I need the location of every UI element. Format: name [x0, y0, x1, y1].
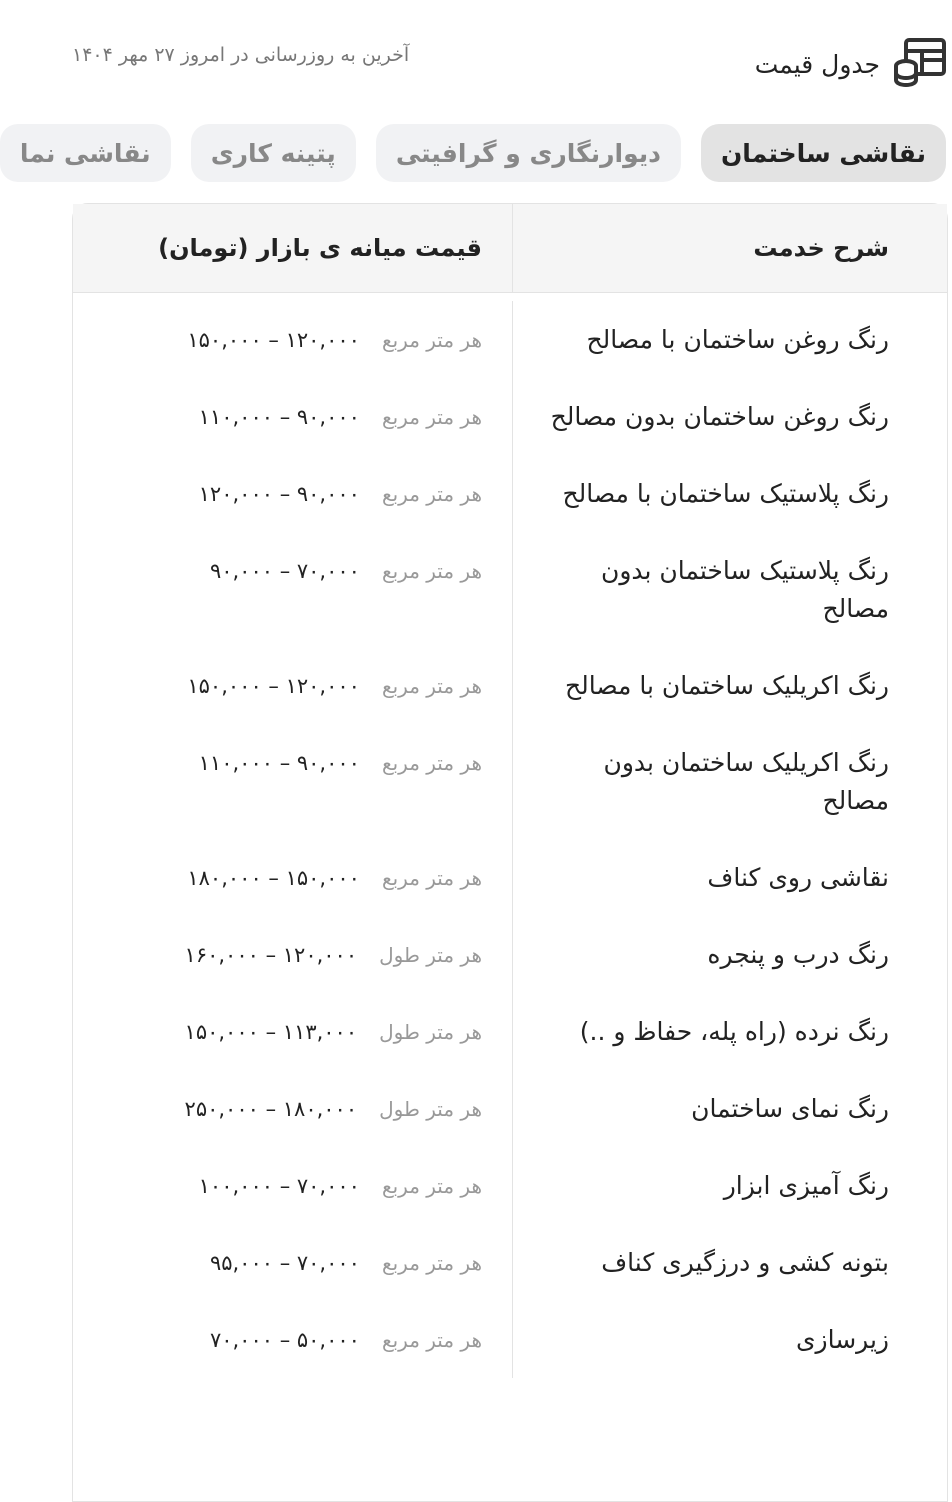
table-row	[73, 724, 947, 839]
price-range: ۷۰,۰۰۰ – ۹۵,۰۰۰	[209, 1251, 360, 1275]
unit-label: هر متر مربع	[381, 559, 482, 583]
price-cell	[73, 1224, 512, 1301]
table-row	[73, 993, 947, 1070]
service-name: رنگ پلاستیک ساختمان بدون مصالح	[512, 532, 947, 647]
table-row	[73, 293, 947, 378]
table-row	[73, 647, 947, 724]
price-cell	[73, 724, 512, 839]
table-header-row	[73, 204, 947, 293]
service-name: رنگ نمای ساختمان	[512, 1070, 947, 1147]
price-cell	[73, 455, 512, 532]
header-service: شرح خدمت	[512, 204, 947, 292]
tab-facade-painting[interactable]: نقاشی نما	[0, 124, 171, 182]
page-header	[64, 30, 952, 90]
unit-label: هر متر مربع	[381, 482, 482, 506]
price-range: ۷۰,۰۰۰ – ۹۰,۰۰۰	[209, 559, 360, 583]
service-name: رنگ درب و پنجره	[512, 916, 947, 993]
table-row	[73, 916, 947, 993]
price-range: ۱۲۰,۰۰۰ – ۱۶۰,۰۰۰	[184, 943, 358, 967]
service-name: رنگ اکریلیک ساختمان با مصالح	[512, 647, 947, 724]
price-cell	[73, 839, 512, 916]
unit-label: هر متر مربع	[381, 751, 482, 775]
price-cell	[73, 1301, 512, 1378]
table-row	[73, 1070, 947, 1147]
tab-patina[interactable]: پتینه کاری	[191, 124, 356, 182]
table-row	[73, 1147, 947, 1224]
page-title: جدول قیمت	[754, 49, 880, 79]
table-body	[73, 293, 947, 1378]
tab-building-painting[interactable]: نقاشی ساختمان	[701, 124, 946, 182]
service-name: بتونه کشی و درزگیری کناف	[512, 1224, 947, 1301]
price-cell	[73, 647, 512, 724]
unit-label: هر متر مربع	[381, 1174, 482, 1198]
table-row	[73, 378, 947, 455]
table-row	[73, 1224, 947, 1301]
price-range: ۹۰,۰۰۰ – ۱۱۰,۰۰۰	[198, 405, 360, 429]
unit-label: هر متر مربع	[381, 405, 482, 429]
title-group	[755, 36, 946, 92]
unit-label: هر متر مربع	[381, 674, 482, 698]
service-name: رنگ پلاستیک ساختمان با مصالح	[512, 455, 947, 532]
price-range: ۷۰,۰۰۰ – ۱۰۰,۰۰۰	[198, 1174, 360, 1198]
table-row	[73, 532, 947, 647]
price-range: ۱۱۳,۰۰۰ – ۱۵۰,۰۰۰	[184, 1020, 358, 1044]
price-cell	[73, 1147, 512, 1224]
table-row	[73, 1301, 947, 1378]
service-name: زیرسازی	[512, 1301, 947, 1378]
unit-label: هر متر طول	[379, 1097, 482, 1121]
price-cell	[73, 1070, 512, 1147]
service-name: رنگ آمیزی ابزار	[512, 1147, 947, 1224]
tab-mural-graffiti[interactable]: دیوارنگاری و گرافیتی	[376, 124, 681, 182]
price-cell	[73, 378, 512, 455]
price-table	[72, 203, 948, 1502]
last-updated-text: آخرین به روزرسانی در امروز ۲۷ مهر ۱۴۰۴	[72, 44, 410, 66]
service-name: رنگ روغن ساختمان با مصالح	[512, 301, 947, 378]
service-name: رنگ اکریلیک ساختمان بدون مصالح	[512, 724, 947, 839]
unit-label: هر متر طول	[379, 1020, 482, 1044]
price-range: ۱۲۰,۰۰۰ – ۱۵۰,۰۰۰	[187, 328, 360, 352]
price-range: ۱۲۰,۰۰۰ – ۱۵۰,۰۰۰	[187, 674, 360, 698]
unit-label: هر متر مربع	[381, 328, 482, 352]
service-name: رنگ روغن ساختمان بدون مصالح	[512, 378, 947, 455]
price-range: ۹۰,۰۰۰ – ۱۲۰,۰۰۰	[198, 482, 360, 506]
price-cell	[73, 532, 512, 647]
category-tabs	[19, 124, 946, 182]
header-price: قیمت میانه ی بازار (تومان)	[158, 234, 482, 262]
price-range: ۵۰,۰۰۰ – ۷۰,۰۰۰	[209, 1328, 360, 1352]
unit-label: هر متر مربع	[381, 1328, 482, 1352]
service-name: نقاشی روی کناف	[512, 839, 947, 916]
unit-label: هر متر مربع	[381, 866, 482, 890]
table-row	[73, 455, 947, 532]
price-range: ۹۰,۰۰۰ – ۱۱۰,۰۰۰	[198, 751, 360, 775]
service-name: رنگ نرده (راه پله، حفاظ و ..)	[512, 993, 947, 1070]
price-cell	[73, 301, 512, 378]
price-cell	[73, 916, 512, 993]
price-range: ۱۸۰,۰۰۰ – ۲۵۰,۰۰۰	[184, 1097, 358, 1121]
table-row	[73, 839, 947, 916]
price-cell	[73, 993, 512, 1070]
unit-label: هر متر مربع	[381, 1251, 482, 1275]
unit-label: هر متر طول	[379, 943, 482, 967]
price-table-icon	[894, 36, 946, 92]
price-range: ۱۵۰,۰۰۰ – ۱۸۰,۰۰۰	[187, 866, 360, 890]
